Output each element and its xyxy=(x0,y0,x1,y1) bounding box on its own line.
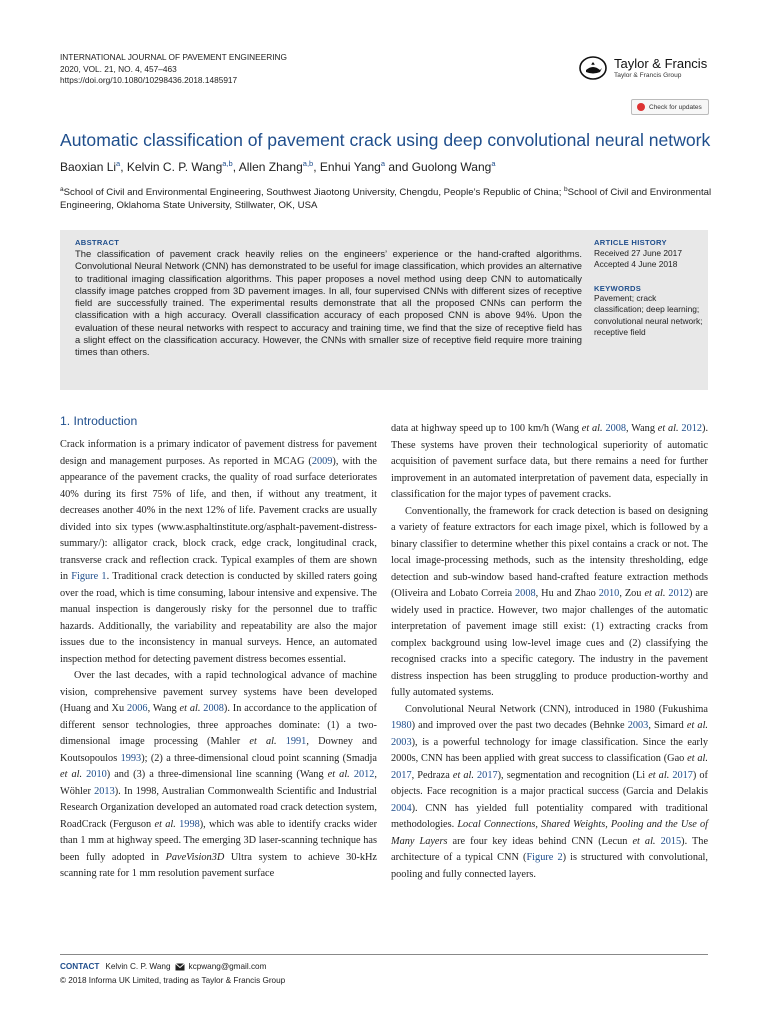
citation-link[interactable]: 1993 xyxy=(120,752,142,764)
body-text: , Pedraza xyxy=(411,769,453,781)
abstract-text: The classification of pavement crack heavily relies on the engineers’ experience or the hand-crafted algorithms. Convolutional Neural Network (CNN) has demonstrated to be useful for image classification, which provides an alternative to traditional imaging classification algorithms. This paper proposes a novel method using deep CNN to automatically classify image patches cropped from 3D pavement images. In all, four supervised CNNs with different sizes of receptive field are successfully trained. The experimental results demonstrate that all the proposed CNNs can perform the classification with a high accuracy. Overall classification accuracy of each proposed CNN is above 94%. Upon the evaluation of these neural networks with respect to accuracy and training time, we find that the size of receptive field has a slight effect on the classification accuracy. However, the CNNs with smaller size of receptive field require more training times than others. xyxy=(75,248,582,358)
body-text: ). The architecture of a typical CNN ( xyxy=(391,835,709,863)
body-text: ). In accordance to the application of different sensor technologies, three approaches dominate: (1) a two-dimensional image processing (Mahler xyxy=(60,703,377,747)
body-text: Crack information is a primary indicator of pavement distress for pavement design and management purposes. As reported in MCAG ( xyxy=(60,439,377,467)
citation-link[interactable]: 2010 xyxy=(598,588,620,599)
crossmark-icon xyxy=(637,103,645,111)
author-name: Guolong Wang xyxy=(411,160,492,174)
citation-link[interactable]: 2003 xyxy=(627,720,649,731)
citation-link[interactable]: 2006 xyxy=(126,703,148,714)
body-text: , Simard xyxy=(648,720,687,731)
check-updates-button[interactable] xyxy=(631,99,709,115)
contact-line xyxy=(60,962,266,971)
italic-text: PaveVision3D xyxy=(165,851,225,863)
citation-link[interactable]: 1980 xyxy=(391,720,412,731)
accepted-date: Accepted 4 June 2018 xyxy=(594,259,678,270)
contact-name: Kelvin C. P. Wang xyxy=(105,962,171,971)
italic-text: et al. xyxy=(644,588,666,599)
journal-name: INTERNATIONAL JOURNAL OF PAVEMENT ENGINEERING xyxy=(60,52,287,62)
author-name: Enhui Yang xyxy=(319,160,381,174)
author-name: Allen Zhang xyxy=(238,160,303,174)
author-name: Kelvin C. P. Wang xyxy=(126,160,223,174)
keywords-list: Pavement; crack classification; deep learning; convolutional neural network; receptive field xyxy=(594,293,703,338)
body-text: ), with the appearance of the pavement cracks, the quality of road surface deteriorates 40% during its first 75% of life, and then, if without any treatment, it decreases another 40% in the next 12% of life. Pavement cracks are usually divided into six types (www.asphaltinstitute.org/asphalt-pavement-distress-summary/): alligator crack, block crack, edge crack, longitudinal crack, transverse crack and reflection crack. Typical examples of them are shown in xyxy=(60,455,377,582)
citation-link[interactable]: 2012 xyxy=(353,769,375,780)
body-text: ). CNN has yielded full potentiality compared with traditional methodologies. xyxy=(391,802,708,830)
citation-link[interactable]: 2017 xyxy=(672,769,693,781)
body-text: ) and (3) a three-dimensional line scanning (Wang xyxy=(106,769,328,780)
body-text: ), is a powerful technology for image classification. Since the early 2000s, CNN has been applied with great success to classification (Gao xyxy=(391,736,708,764)
author-affiliation-mark: a xyxy=(116,159,121,168)
citation-link[interactable]: Figure 1 xyxy=(71,571,107,582)
contact-label: CONTACT xyxy=(60,962,100,971)
body-text: , Zou xyxy=(619,588,645,599)
italic-text: et al. xyxy=(581,423,603,434)
body-text: are four key ideas behind CNN (Lecun xyxy=(447,835,633,847)
abstract-heading: ABSTRACT xyxy=(75,238,120,247)
citation-link[interactable]: 1998 xyxy=(179,818,200,830)
paragraph xyxy=(60,437,377,668)
affiliation-mark: a xyxy=(60,186,64,193)
paragraph xyxy=(391,421,708,504)
journal-header xyxy=(60,52,287,87)
oil-lamp-icon xyxy=(578,55,608,81)
citation-link[interactable]: 2009 xyxy=(311,455,333,467)
citation-link[interactable]: 2015 xyxy=(660,835,682,847)
affiliation-text: School of Civil and Environmental Engineering, Oklahoma State University, Stillwater, OK, USA xyxy=(60,187,712,212)
body-text: ). These systems have proven their technological superiority of automatic acquisition of pavement surface data, but there remains a need for further improvement in an automated interpretation of pavement data, especially in classification for the major types of pavement cracks. xyxy=(391,423,709,500)
italic-text: et al. xyxy=(327,769,350,780)
publisher-name: Taylor & Francis xyxy=(614,55,708,71)
publisher-logo[interactable] xyxy=(578,55,707,81)
author-affiliation-mark: a,b xyxy=(302,159,314,168)
paragraph xyxy=(60,668,377,883)
envelope-icon xyxy=(175,963,185,971)
citation-link[interactable]: 2008 xyxy=(203,703,224,714)
italic-text: et al. xyxy=(60,769,83,780)
article-title: Automatic classification of pavement crack using deep convolutional neural network xyxy=(60,130,711,150)
body-text: data at highway speed up to 100 km/h (Wang xyxy=(391,423,582,434)
citation-link[interactable]: 1991 xyxy=(285,736,307,747)
body-column-left xyxy=(60,437,377,883)
italic-text: et al. xyxy=(687,753,708,764)
italic-text: et al. xyxy=(657,423,679,434)
citation-link[interactable]: 2004 xyxy=(391,802,412,814)
body-column-right xyxy=(391,421,708,883)
received-date: Received 27 June 2017 xyxy=(594,248,683,258)
italic-text: et al. xyxy=(632,835,656,847)
body-text: ) are widely used in practice. However, two major challenges of the automatic interpretation of pavement image still exist: (1) extracting cracks from complex background using low-level image cues and (2) classifying the recognised cracks into a specific category. The industry in the pavement distress inspection has been struggling to produce production-worthy and fully automated systems. xyxy=(391,588,708,698)
body-text: ). In 1998, Australian Commonwealth Scientific and Industrial Research Organization developed an automated road crack detection system, RoadCrack (Ferguson xyxy=(60,785,377,830)
body-text: Over the last decades, with a rapid technological advance of machine vision, comprehensive pavement survey systems have been developed (Huang and Xu xyxy=(60,670,377,714)
paragraph xyxy=(391,702,708,884)
contact-email[interactable]: kcpwang@gmail.com xyxy=(188,962,267,971)
check-updates-label: Check for updates xyxy=(649,103,702,111)
body-text: ), segmentation and recognition (Li xyxy=(497,769,649,781)
footer-divider xyxy=(60,954,708,955)
article-history-heading: ARTICLE HISTORY xyxy=(594,238,667,247)
body-text: . Traditional crack detection is conducted by skilled raters going over the road, which is time consuming, labour intensive and expensive. The manual inspection is dangerously risky for the personnel due to traffic hazards. Additionally, the variability and repeatability are also the major issues due to the inconsistency in manual surveys. Hence, an automated inspection method for detecting pavement distress becomes essential. xyxy=(60,571,377,665)
body-text: , Wang xyxy=(147,703,180,714)
section-heading-introduction: 1. Introduction xyxy=(60,414,138,428)
body-text: Conventionally, the framework for crack detection is based on designing a variety of feature extractors for each image pixel, which is followed by a binary classifier to determine whether this pixel contains a crack or not. The local image-processing methods, such as the intensity thresholding, edge detection and sub-window based hand-crafted feature extraction methods (Oliveira and Lobato Correia xyxy=(391,505,708,599)
body-text: ) of objects. Face recognition is a major practical success (Garcia and Delakis xyxy=(391,769,708,797)
italic-text: et al. xyxy=(154,818,176,830)
body-text: ) is structured with convolutional, pooling and fully connected layers. xyxy=(391,852,708,880)
keywords-heading: KEYWORDS xyxy=(594,284,642,293)
paragraph xyxy=(391,504,708,702)
journal-citation: 2020, VOL. 21, NO. 4, 457–463 xyxy=(60,63,177,74)
citation-link[interactable]: 2017 xyxy=(477,769,498,781)
citation-link[interactable]: 2017 xyxy=(391,769,412,781)
body-text: Ultra system to achieve 30-kHz scanning rate for 1 mm resolution pavement surface xyxy=(60,851,377,879)
citation-link[interactable]: 2003 xyxy=(391,736,412,748)
citation-link[interactable]: 2012 xyxy=(668,588,690,599)
author-list: Baoxian Li$^a$, Kelvin C. P. Wang$^{a,b}$, Allen Zhang$^{a,b}$, Enhui Yang$^a$ and Guolong Wang$^a$ xyxy=(60,159,496,174)
author-affiliation-mark: a xyxy=(380,159,386,168)
citation-link[interactable]: 2008 xyxy=(515,588,536,599)
citation-link[interactable]: Figure 2 xyxy=(526,852,563,863)
affiliation-mark: b xyxy=(564,186,568,193)
copyright-notice: © 2018 Informa UK Limited, trading as Taylor & Francis Group xyxy=(60,976,286,985)
italic-text: Local Connections, Shared Weights, Pooling and the Use of Many Layers xyxy=(391,819,708,847)
author-name: Baoxian Li xyxy=(60,160,117,174)
italic-text: et al. xyxy=(249,736,277,747)
abstract-panel xyxy=(60,230,708,390)
italic-text: et al. xyxy=(452,769,474,781)
italic-text: et al. xyxy=(686,720,709,731)
body-text: ) and improved over the past two decades (Behnke xyxy=(411,720,628,731)
body-text xyxy=(277,736,286,747)
article-history xyxy=(594,248,682,271)
doi-link[interactable]: https://doi.org/10.1080/10298436.2018.1485917 xyxy=(60,75,238,85)
affiliations xyxy=(60,183,720,212)
citation-link[interactable]: 2010 xyxy=(86,769,107,780)
body-text: , Downey and Koutsopoulos xyxy=(60,736,377,764)
citation-link[interactable]: 2008 xyxy=(605,423,627,434)
italic-text: et al. xyxy=(648,769,670,781)
body-text: ); (2) a three-dimensional cloud point scanning (Smadja xyxy=(141,752,377,764)
italic-text: et al. xyxy=(179,703,201,714)
body-text: , Hu and Zhao xyxy=(535,588,599,599)
citation-link[interactable]: 2013 xyxy=(94,785,115,797)
body-text: , Wöhler xyxy=(60,769,377,797)
citation-link[interactable]: 2012 xyxy=(681,423,703,434)
body-text: , Wang xyxy=(626,423,658,434)
author-affiliation-mark: a,b xyxy=(222,159,233,168)
affiliation-text: School of Civil and Environmental Engineering, Southwest Jiaotong University, Chengdu, People’s Republic of China; xyxy=(63,187,565,199)
body-text: ), which was able to identify cracks wider than 1 mm at highway speed. The emerging 3D laser-scanning technique has been fully adopted in xyxy=(60,818,377,863)
body-text: Convolutional Neural Network (CNN), introduced in 1980 (Fukushima xyxy=(405,703,708,715)
publisher-group: Taylor & Francis Group xyxy=(614,71,682,79)
author-affiliation-mark: a xyxy=(491,159,496,168)
